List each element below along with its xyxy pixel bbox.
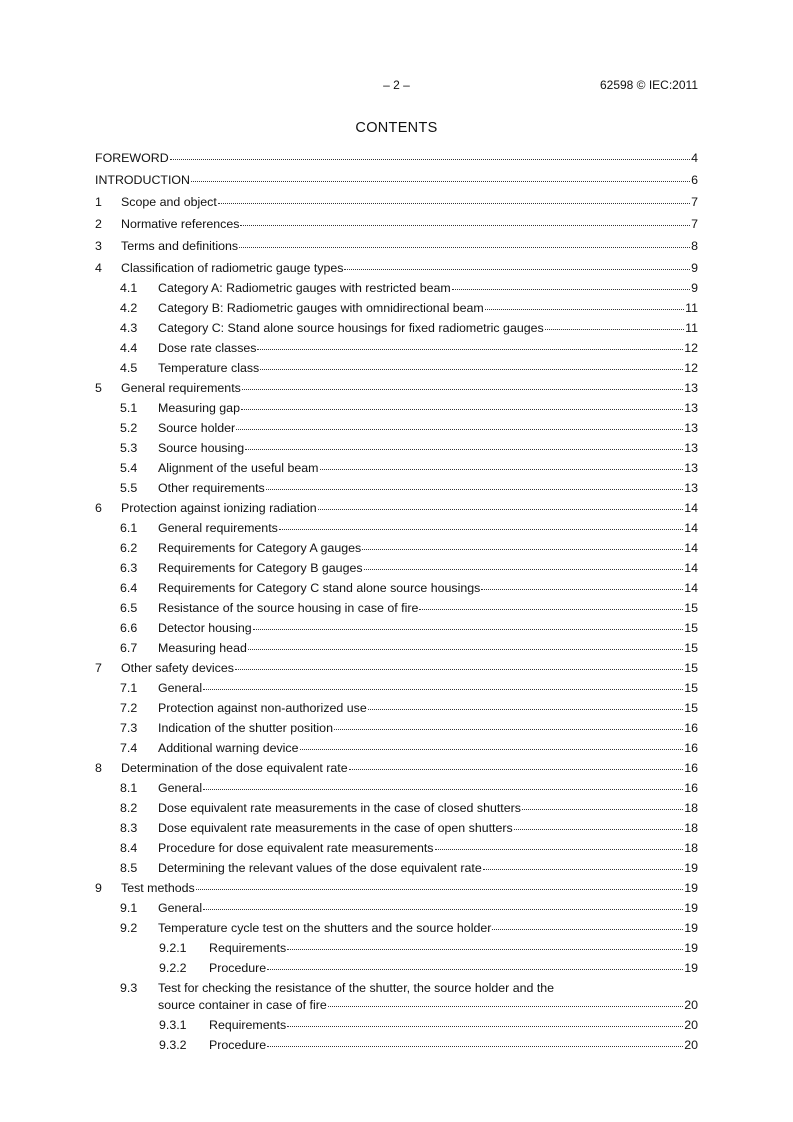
toc-entry-label: Category C: Stand alone source housings for fixed radiometric gauges	[158, 321, 544, 335]
toc-entry[interactable]	[95, 281, 698, 296]
toc-entry-number: 6.2	[120, 541, 138, 555]
toc-entry-number: 6.7	[120, 641, 138, 655]
toc-entry-label-continued: source container in case of fire	[158, 998, 327, 1012]
toc-entry-label: Procedure	[209, 961, 267, 975]
toc-dot-leader	[257, 349, 683, 350]
toc-entry-number: 5.2	[120, 421, 138, 435]
toc-dot-leader	[203, 789, 683, 790]
toc-entry-label: Additional warning device	[158, 741, 299, 755]
toc-dot-leader	[483, 869, 683, 870]
toc-entry-page: 18	[684, 801, 698, 815]
toc-entry[interactable]	[95, 601, 698, 616]
toc-dot-leader	[362, 549, 683, 550]
toc-dot-leader	[334, 729, 683, 730]
toc-entry[interactable]	[95, 1018, 698, 1033]
toc-entry-label: Temperature cycle test on the shutters and the source holder	[158, 921, 492, 935]
toc-entry-label: Indication of the shutter position	[158, 721, 333, 735]
toc-entry-label: Procedure	[209, 1038, 267, 1052]
toc-entry-page: 8	[691, 239, 698, 253]
toc-dot-leader	[485, 309, 684, 310]
toc-entry-page: 16	[684, 781, 698, 795]
toc-entry-number: 8.5	[120, 861, 138, 875]
toc-dot-leader	[452, 289, 690, 290]
toc-entry-number: 9.2.2	[159, 961, 187, 975]
toc-entry-page: 7	[691, 195, 698, 209]
toc-entry-number: 6	[95, 501, 102, 515]
toc-entry-page: 19	[684, 961, 698, 975]
toc-dot-leader	[191, 181, 690, 182]
toc-entry-number: 9.2.1	[159, 941, 187, 955]
toc-entry-label: Measuring gap	[158, 401, 240, 415]
toc-entry-number: 6.1	[120, 521, 138, 535]
toc-entry-label: Detector housing	[158, 621, 252, 635]
toc-entry-page: 15	[684, 661, 698, 675]
toc-entry-number: 5.5	[120, 481, 138, 495]
toc-entry-page: 4	[691, 151, 698, 165]
toc-entry-label: Other requirements	[158, 481, 265, 495]
toc-entry-number: 1	[95, 195, 102, 209]
toc-entry-number: 8.4	[120, 841, 138, 855]
toc-entry-number: 6.5	[120, 601, 138, 615]
toc-entry-number: 4.2	[120, 301, 138, 315]
toc-dot-leader	[241, 409, 683, 410]
toc-dot-leader	[514, 829, 683, 830]
toc-entry-page: 9	[691, 261, 698, 275]
toc-entry-number: 4.5	[120, 361, 138, 375]
toc-entry-label: Resistance of the source housing in case of fire	[158, 601, 419, 615]
toc-entry[interactable]	[95, 821, 698, 836]
toc-entry-label: Source holder	[158, 421, 236, 435]
header-page-number: – 2 –	[383, 78, 410, 92]
toc-entry[interactable]	[95, 881, 698, 896]
toc-entry-number: 4.4	[120, 341, 138, 355]
toc-entry[interactable]	[95, 861, 698, 876]
header-standard-id: 62598 © IEC:2011	[599, 78, 698, 92]
toc-entry-label: Protection against ionizing radiation	[121, 501, 317, 515]
toc-entry[interactable]	[95, 661, 698, 676]
toc-entry-page: 13	[684, 441, 698, 455]
toc-entry-label: Procedure for dose equivalent rate measurements	[158, 841, 434, 855]
toc-entry[interactable]	[95, 901, 698, 916]
toc-dot-leader	[419, 609, 683, 610]
toc-entry-number: 5.3	[120, 441, 138, 455]
toc-dot-leader	[287, 1026, 683, 1027]
toc-entry[interactable]	[95, 441, 698, 456]
toc-entry-label: Requirements for Category B gauges	[158, 561, 363, 575]
toc-entry-number: 9.3.2	[159, 1038, 187, 1052]
toc-entry[interactable]	[95, 301, 698, 316]
toc-dot-leader	[240, 225, 690, 226]
toc-entry-page: 13	[684, 401, 698, 415]
toc-entry-number: 2	[95, 217, 102, 231]
toc-dot-leader	[242, 389, 683, 390]
toc-entry-label: Measuring head	[158, 641, 247, 655]
toc-dot-leader	[203, 909, 683, 910]
toc-dot-leader	[364, 569, 684, 570]
toc-entry-page: 19	[684, 881, 698, 895]
toc-entry-label: Category B: Radiometric gauges with omnidirectional beam	[158, 301, 484, 315]
toc-dot-leader	[545, 329, 684, 330]
toc-entry[interactable]	[95, 521, 698, 536]
toc-entry[interactable]	[95, 341, 698, 356]
toc-entry-number: 8.1	[120, 781, 138, 795]
toc-entry-page: 15	[684, 701, 698, 715]
toc-entry-label: Alignment of the useful beam	[158, 461, 319, 475]
toc-entry[interactable]	[95, 561, 698, 576]
toc-entry-label: Other safety devices	[121, 661, 234, 675]
toc-entry-page: 12	[684, 361, 698, 375]
toc-entry-page: 20	[684, 998, 698, 1012]
toc-dot-leader	[245, 449, 683, 450]
toc-entry[interactable]	[95, 321, 698, 336]
toc-entry[interactable]	[95, 1038, 698, 1053]
toc-entry-label: Protection against non-authorized use	[158, 701, 367, 715]
toc-entry-page: 14	[684, 501, 698, 515]
toc-entry-label: INTRODUCTION	[95, 173, 190, 187]
toc-dot-leader	[235, 669, 683, 670]
toc-entry-page: 19	[684, 861, 698, 875]
toc-entry[interactable]	[95, 421, 698, 436]
toc-entry-page: 12	[684, 341, 698, 355]
toc-dot-leader	[236, 429, 683, 430]
toc-entry-page: 16	[684, 721, 698, 735]
toc-entry[interactable]	[95, 501, 698, 516]
toc-entry-number: 5	[95, 381, 102, 395]
toc-entry-page: 9	[691, 281, 698, 295]
toc-dot-leader	[203, 689, 683, 690]
toc-entry-page: 14	[684, 521, 698, 535]
toc-entry-label: Requirements for Category C stand alone source housings	[158, 581, 481, 595]
toc-entry-page: 7	[691, 217, 698, 231]
toc-entry-page: 15	[684, 641, 698, 655]
toc-entry-label: General	[158, 901, 203, 915]
toc-dot-leader	[320, 469, 684, 470]
toc-entry[interactable]	[95, 781, 698, 796]
toc-entry-label: Requirements	[209, 1018, 287, 1032]
toc-dot-leader	[492, 929, 683, 930]
toc-entry[interactable]	[95, 941, 698, 956]
toc-entry[interactable]	[95, 261, 698, 276]
toc-entry-number: 5.1	[120, 401, 138, 415]
toc-entry-label: General	[158, 681, 203, 695]
toc-entry[interactable]	[95, 721, 698, 736]
toc-entry-label: General requirements	[121, 381, 241, 395]
toc-dot-leader	[279, 529, 683, 530]
toc-entry-page: 18	[684, 841, 698, 855]
toc-dot-leader	[267, 1046, 683, 1047]
toc-entry[interactable]	[95, 541, 698, 556]
toc-entry-page: 19	[684, 901, 698, 915]
toc-entry[interactable]	[95, 361, 698, 376]
toc-entry[interactable]	[95, 481, 698, 496]
toc-entry-page: 20	[684, 1038, 698, 1052]
toc-entry-number: 3	[95, 239, 102, 253]
toc-dot-leader	[266, 489, 683, 490]
toc-entry-page: 14	[684, 581, 698, 595]
toc-entry-label: Classification of radiometric gauge types	[121, 261, 344, 275]
toc-entry-number: 4	[95, 261, 102, 275]
toc-entry-number: 9.2	[120, 921, 138, 935]
toc-entry-number: 9.3.1	[159, 1018, 187, 1032]
toc-entry-page: 20	[684, 1018, 698, 1032]
toc-entry[interactable]	[95, 761, 698, 776]
toc-entry[interactable]	[95, 741, 698, 756]
toc-entry-page: 11	[685, 321, 698, 335]
toc-entry-label: Normative references	[121, 217, 240, 231]
toc-entry-number: 9	[95, 881, 102, 895]
toc-entry[interactable]	[95, 961, 698, 976]
toc-dot-leader	[344, 269, 690, 270]
toc-entry-number: 7.4	[120, 741, 138, 755]
toc-entry-number: 8.2	[120, 801, 138, 815]
toc-dot-leader	[435, 849, 684, 850]
toc-entry[interactable]	[95, 401, 698, 416]
toc-dot-leader	[522, 809, 683, 810]
toc-entry[interactable]	[95, 621, 698, 636]
toc-entry-page: 11	[685, 301, 698, 315]
toc-entry-page: 19	[684, 941, 698, 955]
toc-entry-number: 4.3	[120, 321, 138, 335]
toc-entry-page: 18	[684, 821, 698, 835]
toc-entry-number: 5.4	[120, 461, 138, 475]
toc-dot-leader	[328, 1006, 683, 1007]
toc-entry-number: 7	[95, 661, 102, 675]
toc-entry-page: 13	[684, 481, 698, 495]
toc-entry-label: Dose equivalent rate measurements in the case of closed shutters	[158, 801, 521, 815]
toc-entry-label: Test for checking the resistance of the shutter, the source holder and the	[158, 981, 555, 995]
toc-entry[interactable]	[95, 217, 698, 232]
toc-dot-leader	[196, 889, 684, 890]
toc-entry-label: Temperature class	[158, 361, 260, 375]
toc-entry-page: 15	[684, 621, 698, 635]
toc-entry[interactable]	[95, 681, 698, 696]
toc-entry-page: 15	[684, 681, 698, 695]
toc-entry[interactable]	[95, 381, 698, 396]
toc-entry-label: Requirements for Category A gauges	[158, 541, 362, 555]
toc-dot-leader	[300, 749, 684, 750]
toc-entry-page: 14	[684, 561, 698, 575]
toc-entry[interactable]	[95, 701, 698, 716]
toc-entry-page: 13	[684, 421, 698, 435]
toc-entry-number: 6.4	[120, 581, 138, 595]
toc-entry[interactable]	[95, 195, 698, 210]
toc-dot-leader	[349, 769, 684, 770]
toc-entry-label: Dose equivalent rate measurements in the case of open shutters	[158, 821, 513, 835]
page-title: CONTENTS	[355, 120, 438, 136]
toc-entry[interactable]	[95, 151, 698, 166]
toc-entry-number: 6.6	[120, 621, 138, 635]
toc-dot-leader	[260, 369, 683, 370]
toc-entry-number: 9.1	[120, 901, 138, 915]
toc-entry-page: 15	[684, 601, 698, 615]
toc-entry-page: 16	[684, 741, 698, 755]
toc-dot-leader	[239, 247, 690, 248]
toc-dot-leader	[170, 159, 690, 160]
toc-entry-label: Requirements	[209, 941, 287, 955]
toc-entry[interactable]	[95, 981, 698, 1013]
toc-entry-label: General requirements	[158, 521, 278, 535]
toc-entry[interactable]	[95, 461, 698, 476]
toc-entry-page: 6	[691, 173, 698, 187]
toc-entry[interactable]	[95, 173, 698, 188]
toc-entry-number: 7.3	[120, 721, 138, 735]
toc-entry-page: 13	[684, 381, 698, 395]
toc-dot-leader	[267, 969, 683, 970]
page-header	[95, 78, 698, 94]
toc-entry-page: 14	[684, 541, 698, 555]
toc-entry[interactable]	[95, 581, 698, 596]
toc-entry[interactable]	[95, 239, 698, 254]
toc-dot-leader	[253, 629, 684, 630]
toc-dot-leader	[248, 649, 683, 650]
toc-dot-leader	[218, 203, 690, 204]
toc-dot-leader	[287, 949, 683, 950]
toc-entry-label: Dose rate classes	[158, 341, 257, 355]
toc-entry-label: Terms and definitions	[121, 239, 239, 253]
toc-entry-number: 7.1	[120, 681, 138, 695]
toc-entry-number: 4.1	[120, 281, 138, 295]
toc-entry-label: Scope and object	[121, 195, 217, 209]
toc-dot-leader	[368, 709, 683, 710]
toc-dot-leader	[318, 509, 684, 510]
toc-entry-number: 8	[95, 761, 102, 775]
toc-entry-page: 19	[684, 921, 698, 935]
toc-dot-leader	[481, 589, 683, 590]
toc-entry-number: 8.3	[120, 821, 138, 835]
toc-entry-page: 16	[684, 761, 698, 775]
toc-entry-number: 6.3	[120, 561, 138, 575]
toc-entry-number: 9.3	[120, 981, 138, 995]
toc-entry-page: 13	[684, 461, 698, 475]
toc-entry-label: FOREWORD	[95, 151, 169, 165]
toc-entry-label: Test methods	[121, 881, 195, 895]
table-of-contents	[95, 151, 698, 1053]
toc-entry-number: 7.2	[120, 701, 138, 715]
toc-entry[interactable]	[95, 801, 698, 816]
toc-entry[interactable]	[95, 841, 698, 856]
toc-entry[interactable]	[95, 641, 698, 656]
toc-entry-label: Determining the relevant values of the dose equivalent rate	[158, 861, 482, 875]
toc-entry-label: General	[158, 781, 203, 795]
toc-entry[interactable]	[95, 921, 698, 936]
toc-entry-label: Determination of the dose equivalent rate	[121, 761, 348, 775]
toc-entry-label: Category A: Radiometric gauges with restricted beam	[158, 281, 451, 295]
toc-entry-label: Source housing	[158, 441, 245, 455]
